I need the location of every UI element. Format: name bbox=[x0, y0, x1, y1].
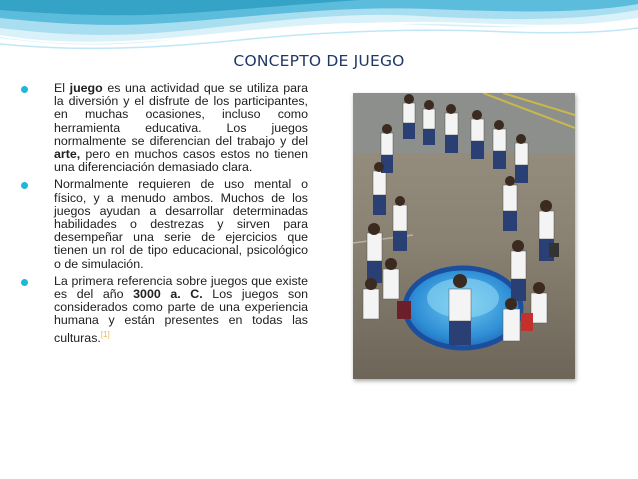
bullet-item bbox=[20, 178, 308, 270]
text-run-bold: 3000 a. C. bbox=[133, 287, 203, 302]
text-run: El bbox=[54, 81, 70, 95]
bullet-text bbox=[54, 82, 308, 174]
citation-link[interactable]: [1] bbox=[100, 329, 110, 339]
bullet-text bbox=[54, 178, 308, 270]
text-run: La primera referencia sobre juegos que existe es del año bbox=[54, 273, 308, 302]
photo-students-playing-around-pool bbox=[353, 93, 575, 379]
bullet-dot-icon bbox=[21, 182, 28, 189]
text-run: Normalmente requieren de uso mental o físico, y a menudo ambos. Muchos de los juegos ayudan a desarrollar determinadas habilidades o destrezas y sirven para desempeñar una serie de ejercicios que tienen un rol de tipo educacional, psicológico o de simulación. bbox=[54, 177, 308, 271]
text-run: Los juegos son considerados como parte de una experiencia humana y están presentes en todas las culturas. bbox=[54, 287, 309, 345]
bullet-text bbox=[54, 275, 308, 345]
bullet-item bbox=[20, 275, 308, 345]
text-run-bold: juego bbox=[69, 81, 103, 95]
text-run-bold: arte, bbox=[54, 147, 81, 162]
text-run: es una actividad que se utiliza para la diversión y el disfrute de los participantes, en muchas ocasiones, incluso como herramienta educativa. Los juegos normalmente se diferencian del trabajo y del bbox=[54, 81, 308, 148]
bullet-dot-icon bbox=[21, 86, 28, 93]
text-run: pero en muchos casos estos no tienen una diferenciación demasiado clara. bbox=[54, 147, 308, 175]
slide-title: CONCEPTO DE JUEGO bbox=[233, 52, 405, 70]
bullet-item bbox=[20, 82, 308, 174]
bullet-list bbox=[20, 82, 308, 349]
bullet-dot-icon bbox=[21, 279, 28, 286]
